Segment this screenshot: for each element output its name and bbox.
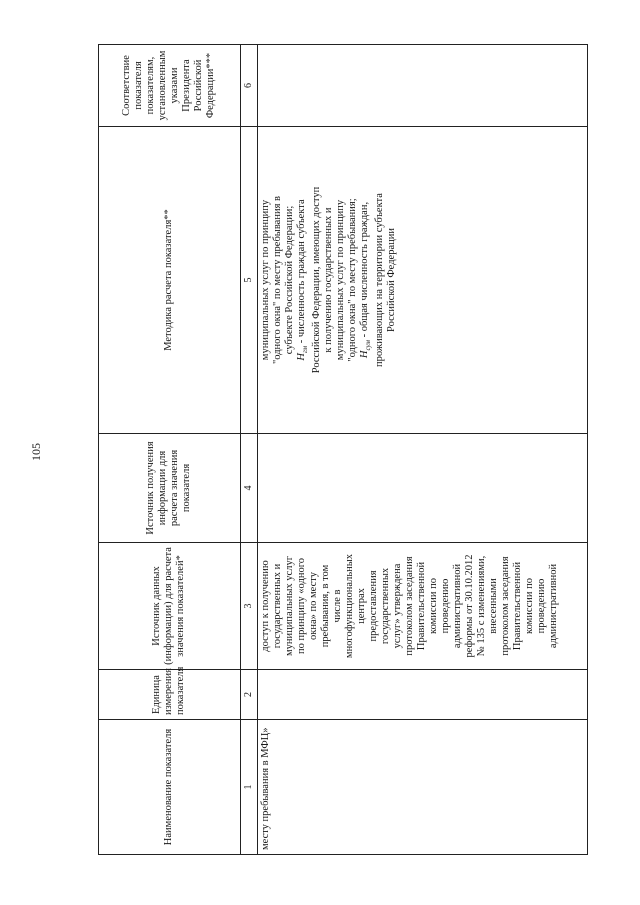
source-line: доступ к получению [260, 560, 272, 652]
source-line: административной [548, 563, 560, 649]
column-number: 6 [240, 45, 257, 127]
source-line: пребывания, в том [320, 564, 332, 648]
source-line: Правительственной [512, 561, 524, 651]
variable-subscript: сум [364, 340, 373, 351]
method-line: муниципальных услуг по принципу [260, 199, 272, 361]
column-number-row [240, 45, 257, 855]
source-line: проведению [440, 578, 452, 634]
column-number: 5 [240, 127, 257, 434]
source-line: муниципальных услуг [284, 555, 296, 657]
source-line: по принципу «одного [296, 557, 308, 655]
source-line: центрах [356, 588, 368, 624]
header-indicator-name: Наименование показателя [99, 720, 241, 855]
source-line: числе в [332, 589, 344, 623]
method-line: Российской Федерации [386, 228, 398, 332]
source-line: окна» по месту [308, 572, 320, 640]
variable-description: - общая численность граждан, [359, 201, 371, 341]
source-line: протоколом заседания [404, 556, 416, 656]
source-line: Правительственной [416, 561, 428, 651]
rotated-table-wrapper [98, 45, 588, 855]
method-variable-line [359, 131, 374, 429]
variable-symbol: Н [296, 353, 308, 361]
variable-symbol: Н [359, 350, 371, 359]
header-info-source: Источник получения информации для расчета значения показателя [99, 434, 241, 543]
method-line: проживающих на территории субъекта [374, 193, 386, 367]
header-unit: Единица измерения показателя [99, 670, 241, 720]
source-line: многофункциональных [344, 553, 356, 659]
source-line: комиссии по [428, 578, 440, 634]
source-line: государственных и [272, 563, 284, 649]
column-number: 1 [240, 720, 257, 855]
table-header-row [99, 45, 241, 855]
method-line: Российской Федерации, имеющих доступ [311, 186, 323, 374]
header-data-source: Источник данных (информации) для расчета значения показателей* [99, 543, 241, 670]
source-line: предоставления [368, 570, 380, 642]
method-line: муниципальных услуг по принципу [335, 199, 347, 361]
source-line: комиссии по [524, 578, 536, 634]
cell-presidential-compliance [258, 45, 588, 127]
column-number: 2 [240, 670, 257, 720]
source-line: протоколом заседания [500, 556, 512, 656]
indicator-table [98, 44, 588, 855]
cell-info-source [258, 434, 588, 543]
source-line: государственных [380, 567, 392, 645]
method-line: "одного окна" по месту пребывания; [347, 198, 359, 362]
source-line: проведению [536, 578, 548, 634]
method-line: субъекте Российской Федерации; [284, 205, 296, 355]
column-number: 4 [240, 434, 257, 543]
header-presidential-compliance: Соответствие показателя показателям, установленным указами Президента Российской Федерации*** [99, 45, 241, 127]
method-line: "одного окна" по месту пребывания в [272, 196, 284, 365]
method-line: к получению государственных и [323, 207, 335, 353]
source-line: реформы от 30.10.2012 [464, 554, 476, 658]
header-calculation-method: Методика расчета показателя** [99, 127, 241, 434]
cell-calculation-method [258, 127, 588, 434]
table-row [258, 45, 588, 855]
column-number: 3 [240, 543, 257, 670]
cell-indicator-name: месту пребывания в МФЦ» [258, 720, 588, 855]
source-line: административной [452, 563, 464, 649]
source-line: внесенными [488, 578, 500, 634]
source-line: услуг» утверждена [392, 563, 404, 649]
variable-description: - численность граждан субъекта [296, 199, 308, 346]
page-number: 105 [29, 443, 43, 461]
source-line: № 135 с изменениями, [476, 555, 488, 657]
cell-data-source [258, 543, 588, 670]
cell-unit [258, 670, 588, 720]
method-variable-line [296, 131, 311, 429]
variable-subscript: гм [301, 345, 310, 354]
indicator-table-frame [98, 45, 588, 855]
